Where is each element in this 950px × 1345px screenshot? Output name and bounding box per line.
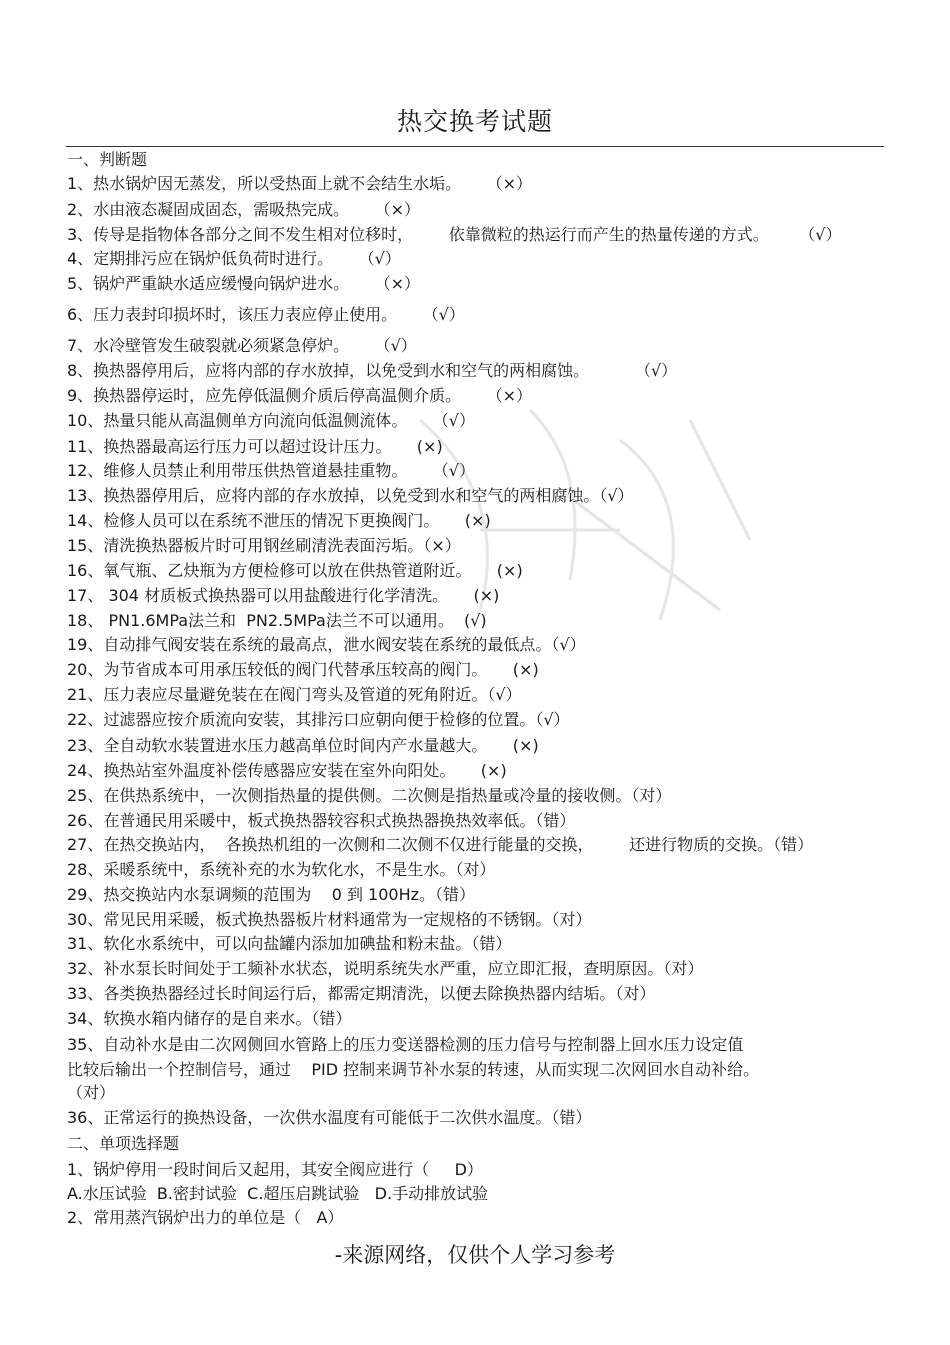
question-item: 14、检修人员可以在系统不泄压的情况下更换阀门。 (×) bbox=[67, 511, 491, 530]
question-item: 24、换热站室外温度补偿传感器应安装在室外向阳处。 (×) bbox=[67, 761, 507, 780]
question-item: 2、常用蒸汽锅炉出力的单位是（ A） bbox=[67, 1208, 344, 1227]
page-title: 热交换考试题 bbox=[396, 107, 553, 136]
question-item: 30、常见民用采暖，板式换热器板片材料通常为一定规格的不锈钢。（对） bbox=[67, 910, 592, 929]
question-item: 32、补水泵长时间处于工频补水状态，说明系统失水严重，应立即汇报，查明原因。（对） bbox=[67, 959, 704, 978]
question-item: 13、换热器停用后，应将内部的存水放掉，以免受到水和空气的两相腐蚀。（√） bbox=[67, 486, 634, 505]
question-item: 23、全自动软水装置进水压力越高单位时间内产水量越大。 (×) bbox=[67, 736, 539, 755]
question-item: 36、正常运行的换热设备，一次供水温度有可能低于二次供水温度。（错） bbox=[67, 1108, 592, 1127]
question-item: 27、在热交换站内， 各换热机组的一次侧和二次侧不仅进行能量的交换， 还进行物质的交换。（错） bbox=[67, 835, 814, 854]
source-note: -来源网络，仅供个人学习参考 bbox=[334, 1243, 616, 1267]
question-item: 1、锅炉停用一段时间后又起用，其安全阀应进行（ D） bbox=[67, 1160, 483, 1179]
question-item: 12、维修人员禁止利用带压供热管道悬挂重物。 （√） bbox=[67, 461, 475, 480]
question-item: 10、热量只能从高温侧单方向流向低温侧流体。 （√） bbox=[67, 411, 475, 430]
question-item: 比较后输出一个控制信号，通过 PID 控制来调节补水泵的转速，从而实现二次网回水自动补给。 bbox=[67, 1060, 760, 1079]
question-item: 4、定期排污应在锅炉低负荷时进行。 （√） bbox=[67, 249, 401, 268]
question-item: 18、 PN1.6MPa法兰和 PN2.5MPa法兰不可以通用。 (√) bbox=[67, 611, 487, 630]
question-item: 5、锅炉严重缺水适应缓慢向锅炉进水。 （×） bbox=[67, 274, 421, 293]
question-item: 34、软换水箱内储存的是自来水。（错） bbox=[67, 1009, 352, 1028]
section-heading: 二、单项选择题 bbox=[67, 1134, 180, 1153]
title-divider bbox=[66, 146, 884, 147]
question-item: 3、传导是指物体各部分之间不发生相对位移时， 依靠微粒的热运行而产生的热量传递的方式。 （√） bbox=[67, 225, 842, 244]
question-item: 8、换热器停用后，应将内部的存水放掉，以免受到水和空气的两相腐蚀。 （√） bbox=[67, 361, 678, 380]
question-item: 1、热水锅炉因无蒸发，所以受热面上就不会结生水垢。 （×） bbox=[67, 174, 533, 193]
question-item: 6、压力表封印损坏时，该压力表应停止使用。 （√） bbox=[67, 305, 465, 324]
question-item: 16、氧气瓶、乙炔瓶为方便检修可以放在供热管道附近。 (×) bbox=[67, 561, 523, 580]
question-item: 31、软化水系统中，可以向盐罐内添加加碘盐和粉末盐。（错） bbox=[67, 934, 512, 953]
question-item: 15、清洗换热器板片时可用钢丝刷清洗表面污垢。（×） bbox=[67, 536, 461, 555]
question-item: 33、各类换热器经过长时间运行后，都需定期清洗，以便去除换热器内结垢。（对） bbox=[67, 984, 656, 1003]
question-item: 25、在供热系统中，一次侧指热量的提供侧。二次侧是指热量或冷量的接收侧。（对） bbox=[67, 786, 672, 805]
question-item: 29、热交换站内水泵调频的范围为 0 到 100Hz。（错） bbox=[67, 885, 476, 904]
question-item: 20、为节省成本可用承压较低的阀门代替承压较高的阀门。 (×) bbox=[67, 660, 539, 679]
question-item: 28、采暖系统中，系统补充的水为软化水，不是生水。（对） bbox=[67, 860, 496, 879]
question-item: 35、自动补水是由二次网侧回水管路上的压力变送器检测的压力信号与控制器上回水压力设定值 bbox=[67, 1035, 744, 1054]
question-item: 26、在普通民用采暖中，板式换热器较容积式换热器换热效率低。（错） bbox=[67, 811, 576, 830]
question-item: 21、压力表应尽量避免装在在阀门弯头及管道的死角附近。（√） bbox=[67, 685, 522, 704]
question-item: 7、水冷壁管发生破裂就必须紧急停炉。 （√） bbox=[67, 336, 417, 355]
question-item: 2、水由液态凝固成固态，需吸热完成。 （×） bbox=[67, 200, 421, 219]
question-item: 17、 304 材质板式换热器可以用盐酸进行化学清洗。 (×) bbox=[67, 586, 500, 605]
question-item: 19、自动排气阀安装在系统的最高点，泄水阀安装在系统的最低点。（√） bbox=[67, 635, 586, 654]
question-item: （对） bbox=[67, 1083, 116, 1102]
section-heading: 一、判断题 bbox=[67, 150, 148, 169]
question-item: 11、换热器最高运行压力可以超过设计压力。 (×) bbox=[67, 437, 443, 456]
question-item: 9、换热器停运时，应先停低温侧介质后停高温侧介质。 （×） bbox=[67, 386, 533, 405]
question-item: 22、过滤器应按介质流向安装，其排污口应朝向便于检修的位置。（√） bbox=[67, 710, 570, 729]
answer-options: A.水压试验 B.密封试验 C.超压启跳试验 D.手动排放试验 bbox=[67, 1184, 489, 1203]
